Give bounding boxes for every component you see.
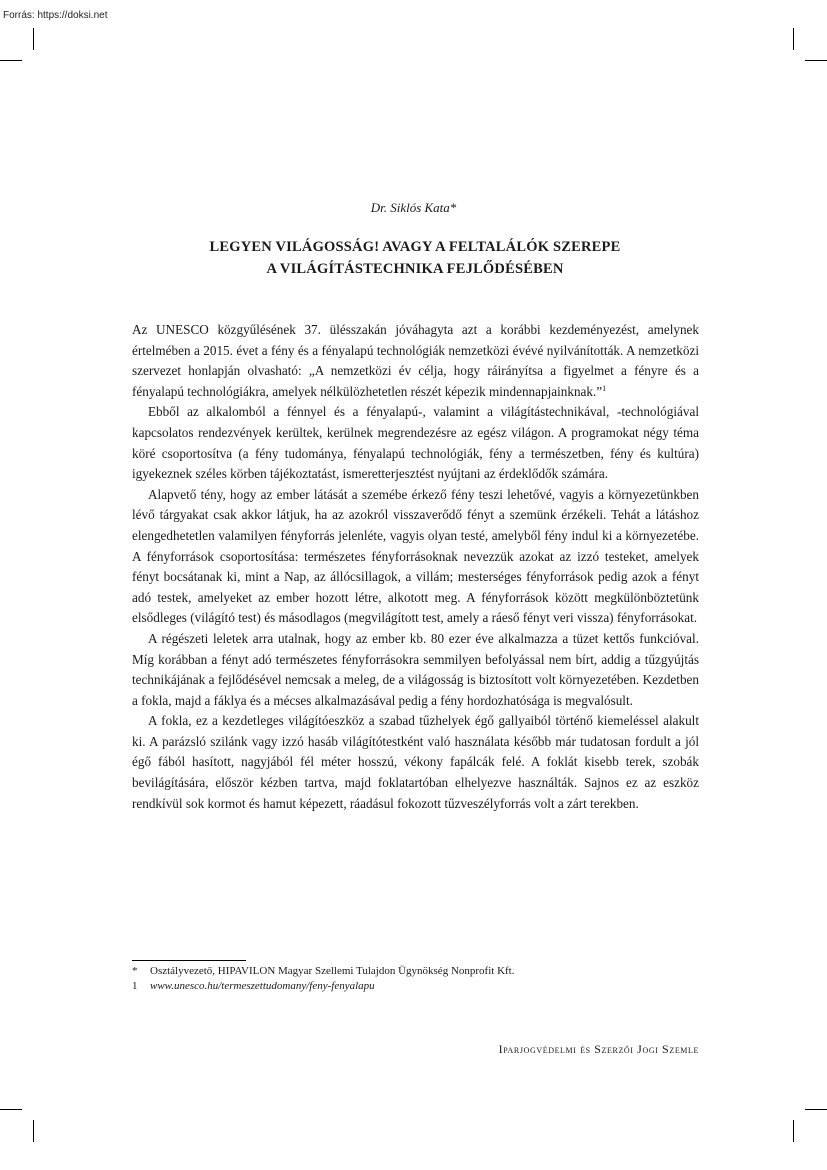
footnote-divider [132,960,246,961]
paragraph-2: Ebből az alkalomból a fénnyel és a fényalapú-, valamint a világítástechnikával, -technológiával kapcsolatos rendezvények kerültek, kerülnek megrendezésre az egész világon. A programokat négy téma köré csoportosítva (a fény tudománya, fényalapú technológiák, fény a természetben, fény és kultúra) igyekeznek széles körben tájékoztatást, ismeretterjesztést nyújtani az érdeklődők számára. [132,404,699,482]
crop-mark-tl-h [0,60,22,61]
source-label: Forrás: https://doksi.net [3,10,108,21]
footnote-item [132,964,699,979]
title-line-1: LEGYEN VILÁGOSSÁG! AVAGY A FELTALÁLÓK SZEREPE [209,239,621,255]
footnote-text: Osztályvezető, HIPAVILON Magyar Szellemi Tulajdon Ügynökség Nonprofit Kft. [150,965,515,977]
crop-mark-tr-v [793,28,794,50]
footnote-link[interactable]: www.unesco.hu/termeszettudomany/feny-fenyalapu [150,980,375,992]
crop-mark-bl-v [33,1120,34,1142]
footnote-ref[interactable]: 1 [602,383,607,393]
author-name: Dr. Siklós Kata* [370,200,457,215]
paragraph-5: A fokla, ez a kezdetleges világítóeszköz a szabad tűzhelyek égő gallyaiból történő kiemeléssel alakult ki. A parázsló szilánk vagy izzó hasáb világítótestként való használata később már tudatosan fordult a jól égő fából hasított, nagyjából fél méter hosszú, vékony fapálcák felé. A foklát kisebb terek, szobák bevilágítására, először kézben tartva, majd foklatartóban elhelyezve használták. Sajnos ez az eszköz rendkívül sok kormot és hamut képezett, ráadásul fokozott tűzveszélyforrás volt a zárt terekben. [132,713,699,811]
crop-mark-br-v [793,1120,794,1142]
paragraph-text: Az UNESCO közgyűlésének 37. ülésszakán jóváhagyta azt a korábbi kezdeményezést, amelynek értelmében a 2015. évet a fény és a fényalapú technológiák nemzetközi évévé nyilvánították. A nemzetközi szervezet honlapján olvasható: „A nemzetközi év célja, hogy ráirányítsa a figyelmet a fényre és a fényalapú technológiákra, amelyek nélkülözhetetlen részét képezik mindennapjainknak.” [132,322,699,399]
footnote-mark: 1 [132,980,138,992]
crop-mark-br-h [805,1109,827,1110]
paragraph-1 [132,320,699,402]
title-line-2: A VILÁGÍTÁSTECHNIKA FEJLŐDÉSÉBEN [266,261,564,277]
footnotes [132,964,699,994]
crop-mark-tl-v [33,28,34,50]
article-title [130,236,700,280]
article-body [132,320,699,814]
paragraph-4: A régészeti leletek arra utalnak, hogy az ember kb. 80 ezer éve alkalmazza a tüzet kettős funkcióval. Míg korábban a fényt adó természetes fényforrásokra semmilyen befolyással nem bírt, addig a tűzgyújtás technikájának a fejlődésével nemcsak a meleg, de a világosság is biztosított volt környezetében. Kezdetben a fokla, majd a fáklya és a mécses alkalmazásával pedig a fény hordozhatósága is megvalósult. [132,630,699,708]
footnote-mark: * [132,965,138,977]
crop-mark-tr-h [805,60,827,61]
journal-name: Iparjogvédelmi és Szerzői Jogi Szemle [498,1042,699,1056]
footnote-item [132,979,699,994]
crop-mark-bl-h [0,1109,22,1110]
paragraph-3: Alapvető tény, hogy az ember látását a szemébe érkező fény teszi lehetővé, vagyis a környezetünkben lévő tárgyakat csak akkor látjuk, ha az azokról visszaverődő fényt a szemünk érzékeli. Tehát a látáshoz elengedhetetlen valamilyen fényforrás jelenléte, vagyis olyan testé, amelyből fény indul ki a környezetébe. A fényforrások csoportosítása: természetes fényforrásoknak nevezzük azokat az izzó testeket, amelyek fényt bocsátanak ki, mint a Nap, az állócsillagok, a villám; mesterséges fényforrások pedig azok a fényt adó testek, amelyeket az ember hozott létre, alkotott meg. A fényforrások között megkülönböztetünk elsődleges (világító test) és másodlagos (megvilágított test, amely a ráeső fényt veri vissza) fényforrásokat. [132,486,699,626]
